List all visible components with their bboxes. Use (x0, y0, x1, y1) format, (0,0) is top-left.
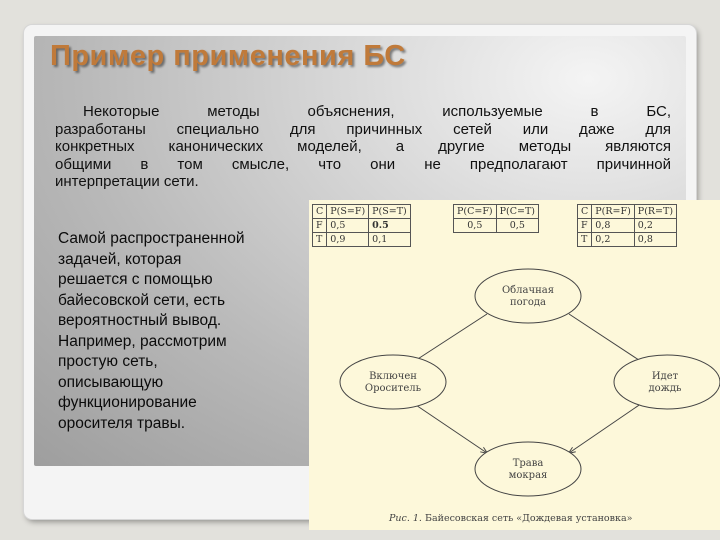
bayes-network-figure (309, 200, 720, 530)
text-line: байесовской сети, есть (58, 291, 226, 309)
node-rain (614, 355, 720, 409)
table-cell: C (578, 205, 592, 219)
node-label: Включен (369, 371, 417, 382)
text-line: решается с помощью (58, 271, 213, 288)
caption-prefix: Рис. 1. (389, 513, 422, 524)
text-line: функционирование (58, 394, 197, 411)
node-label: погода (509, 297, 547, 308)
inference-text (58, 229, 303, 434)
caption-text: Байесовская сеть «Дождевая установка» (424, 513, 633, 524)
table-cell: 0,5 (454, 219, 497, 233)
paragraph-line: конкретных канонических моделей, а другие методы являются (55, 138, 671, 155)
edge-sprinkler-wet-grass (407, 399, 487, 453)
figure-caption (389, 513, 632, 524)
node-label: дождь (648, 383, 682, 394)
table-cell: P(C=T) (496, 205, 538, 219)
text-line: вероятностный вывод. (58, 312, 222, 329)
table-cell: F (578, 219, 592, 233)
text-line: простую сеть, (58, 353, 158, 370)
paragraph-line: интерпретации сети. (55, 173, 199, 190)
node-sprinkler (340, 355, 446, 409)
table-cell: 0.5 (369, 219, 411, 233)
paragraph-line: Некоторые методы объяснения, используемые в БС, (83, 103, 671, 120)
edge-rain-wet-grass (569, 399, 648, 453)
table-cell: 0,9 (327, 233, 369, 247)
table-cell: C (313, 205, 327, 219)
table-cell: P(S=T) (369, 205, 411, 219)
node-label: мокрая (508, 470, 548, 481)
text-line: описывающую (58, 373, 164, 391)
edge-cloudy-rain (569, 314, 648, 366)
node-wet-grass (475, 442, 581, 496)
table-cell: 0,5 (496, 219, 538, 233)
slide-title: Пример применения БС (50, 40, 406, 72)
table-cell: 0,2 (592, 233, 635, 247)
node-label: Облачная (501, 285, 555, 296)
table-cell: 0,1 (369, 233, 411, 247)
node-label: Идет (651, 371, 679, 382)
paragraph-line: общими в том смысле, что они не предполагают причинной (55, 155, 671, 173)
table-cell: P(S=F) (327, 205, 369, 219)
text-line: оросителя травы. (58, 414, 186, 432)
table-cell: P(R=F) (592, 205, 635, 219)
network-graph (309, 200, 720, 530)
paragraph-line: разработаны специально для причинных сетей или даже для (55, 120, 671, 138)
table-cell: 0,2 (634, 219, 676, 233)
node-label: Трава (512, 458, 544, 469)
table-cell: T (313, 233, 327, 247)
text-line: задачей, которая (58, 250, 182, 268)
text-line: Например, рассмотрим (58, 332, 227, 350)
table-cell: P(R=T) (634, 205, 676, 219)
node-cloudy (475, 269, 581, 323)
table-cell: F (313, 219, 327, 233)
node-label: Ороситель (364, 383, 422, 394)
table-cell: P(C=F) (454, 205, 497, 219)
table-cell: T (578, 233, 592, 247)
table-cell: 0,5 (327, 219, 369, 233)
table-cell: 0,8 (592, 219, 635, 233)
intro-paragraph (55, 103, 671, 191)
text-line: Самой распространенной (58, 230, 245, 247)
table-cell: 0,8 (634, 233, 676, 247)
